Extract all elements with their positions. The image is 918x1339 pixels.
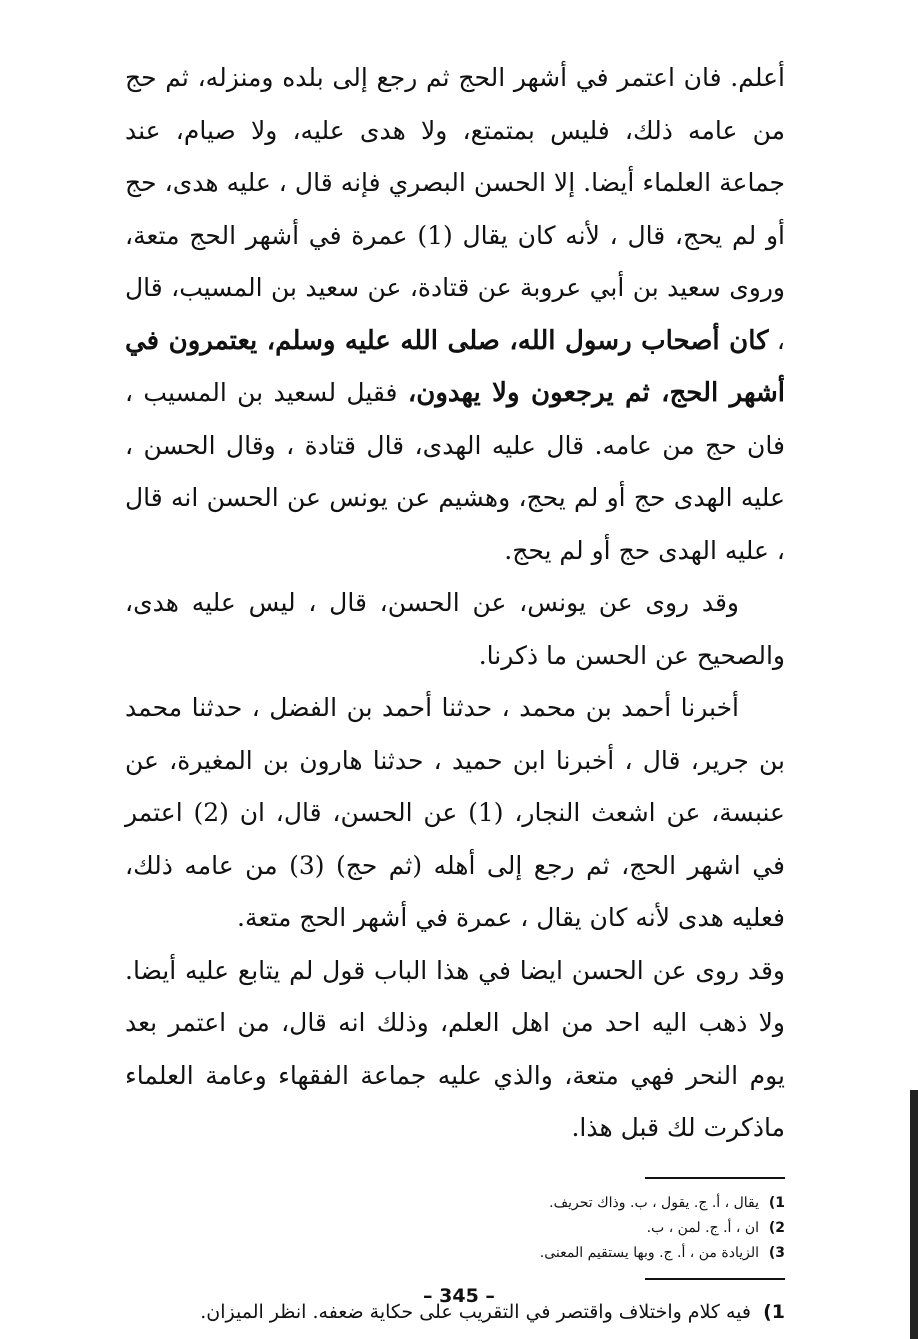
footnote-text: فيه كلام واختلاف واقتصر في التقريب على حكاية ضعفه. انظر الميزان. [200, 1300, 751, 1323]
paragraph-2-text: وقد روى عن يونس، عن الحسن، قال ، ليس عليه هدى، والصحيح عن الحسن ما ذكرنا. [125, 588, 785, 670]
paragraph-1-part-3: فقيل لسعيد بن المسيب ، فان حج من عامه. قال عليه الهدى، قال قتادة ، وقال الحسن ، عليه الهدى حج أو لم يحج، وهشيم عن يونس عن الحسن انه قال ، عليه الهدى حج أو لم يحج. [125, 378, 785, 565]
footnote-item [125, 1191, 785, 1216]
footnote-number: 2) [768, 1219, 785, 1236]
footnote-item [125, 1216, 785, 1241]
footnote-number: 3) [768, 1244, 785, 1261]
page-number: – 345 – [423, 1285, 495, 1307]
footnote-text: ان ، أ. ج. لمن ، ب. [646, 1219, 759, 1236]
paragraph-4 [125, 945, 785, 1155]
paragraph-2 [125, 577, 785, 682]
paragraph-3 [125, 682, 785, 945]
paragraph-1-part-1: أعلم. فان اعتمر في أشهر الحج ثم رجع إلى بلده ومنزله، ثم حج من عامه ذلك، فليس بمتمتع، ولا هدى عليه، ولا صيام، عند جماعة العلماء أيضا. إلا الحسن البصري فإنه قال ، عليه هدى، حج أو لم يحج، قال ، لأنه كان يقال (1) عمرة في أشهر الحج متعة، وروى سعيد بن أبي عروبة عن قتادة، عن سعيد بن المسيب، قال ، [125, 63, 786, 355]
paragraph-1 [125, 52, 785, 577]
main-text [125, 52, 785, 1155]
manuscript-footnotes [125, 1191, 785, 1266]
footnote-divider-1 [645, 1177, 785, 1179]
paragraph-3-text: أخبرنا أحمد بن محمد ، حدثنا أحمد بن الفضل ، حدثنا محمد بن جرير، قال ، أخبرنا ابن حميد ، حدثنا هارون بن المغيرة، عن عنبسة، عن اشعث النجار، (1) عن الحسن، قال، ان (2) اعتمر في اشهر الحج، ثم رجع إلى أهله (ثم حج) (3) من عامه ذلك، فعليه هدى لأنه كان يقال ، عمرة في أشهر الحج متعة. [125, 693, 786, 932]
paragraph-4-text: وقد روى عن الحسن ايضا في هذا الباب قول لم يتابع عليه أيضا. ولا ذهب اليه احد من اهل العلم، وذلك انه قال، من اعتمر بعد يوم النحر فهي متعة، والذي عليه جماعة الفقهاء وعامة العلماء ماذكرت لك قبل هذا. [125, 955, 785, 1142]
paragraph-1-bold-quote: كان أصحاب رسول الله، صلى الله عليه وسلم، يعتمرون في أشهر الحج، ثم يرجعون ولا يهدون، [125, 325, 785, 408]
footnote-text: الزيادة من ، أ. ج. وبها يستقيم المعنى. [539, 1244, 759, 1261]
footnote-number: 1) [768, 1194, 785, 1211]
page-body [125, 52, 785, 1331]
footnote-number: 1) [763, 1300, 785, 1323]
scan-edge-shadow [910, 1090, 918, 1339]
footnote-text: يقال ، أ. ج. يقول ، ب. وذاك تحريف. [549, 1194, 759, 1211]
footnote-divider-2 [645, 1278, 785, 1280]
footnote-item [125, 1241, 785, 1266]
